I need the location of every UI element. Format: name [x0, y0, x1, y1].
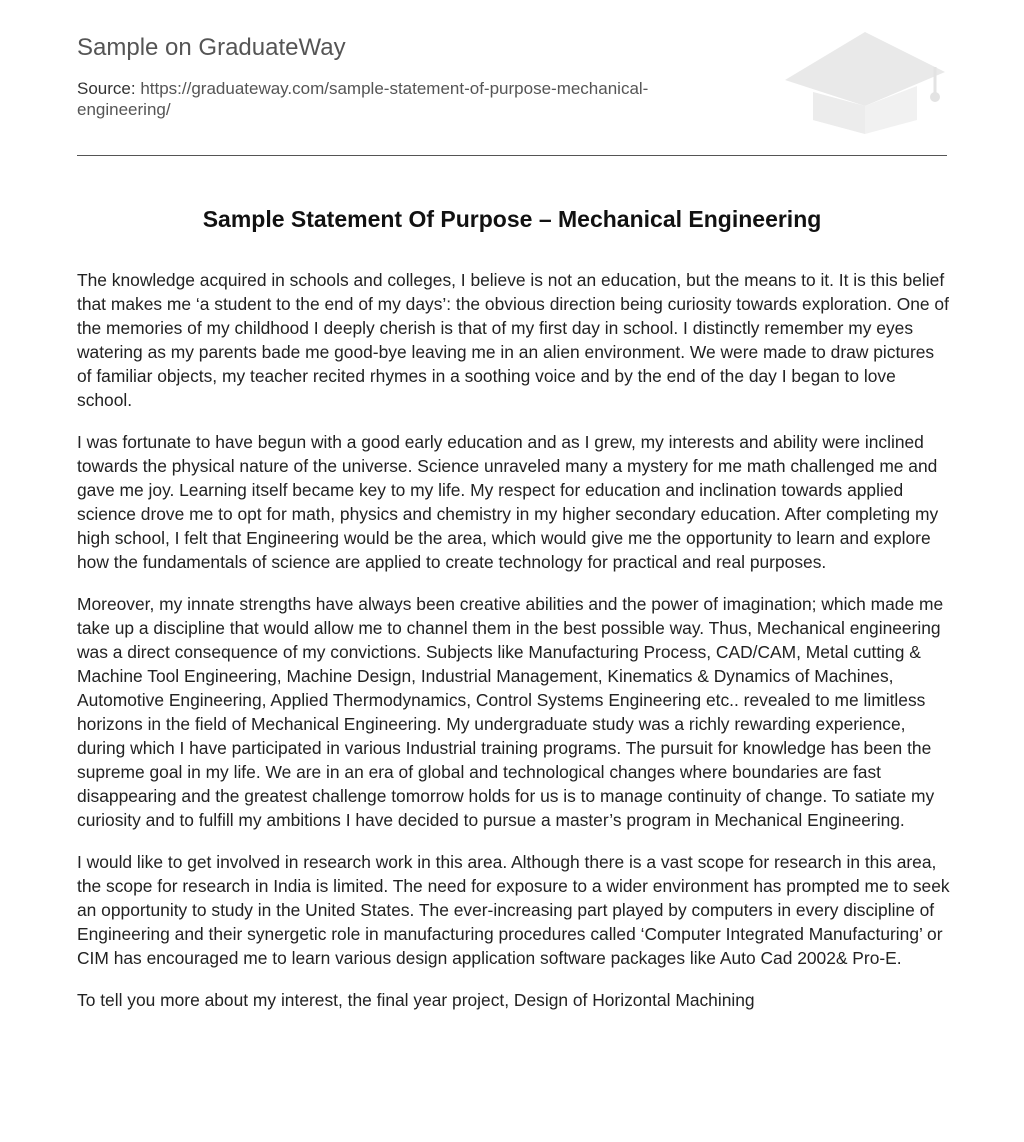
graduation-cap-icon — [781, 30, 947, 134]
paragraph: I was fortunate to have begun with a good early education and as I grew, my interests and ability were inclined towards the physical nature of the universe. Science unraveled many a mystery for me math challenged me and gave me joy. Learning itself became key to my life. My respect for education and inclination towards applied science drove me to opt for math, physics and chemistry in my higher secondary education. After completing my high school, I felt that Engineering would be the area, which would give me the opportunity to learn and explore how the fundamentals of science are applied to create technology for practical and real purposes. — [77, 432, 939, 572]
source-link[interactable]: https://graduateway.com/sample-statement-of-purpose-mechanical-engineering/ — [77, 79, 649, 119]
source-line — [77, 78, 717, 120]
paragraph: The knowledge acquired in schools and colleges, I believe is not an education, but the means to it. It is this belief that makes me ‘a student to the end of my days’: the obvious direction being curiosity towards exploration. One of the memories of my childhood I deeply cherish is that of my first day in school. I distinctly remember my eyes watering as my parents bade me good-bye leaving me in an alien environment. We were made to draw pictures of familiar objects, my teacher recited rhymes in a soothing voice and by the end of the day I began to love school. — [77, 270, 949, 410]
paragraph: To tell you more about my interest, the final year project, Design of Horizontal Machining — [77, 990, 755, 1010]
paragraph: I would like to get involved in research work in this area. Although there is a vast scope for research in this area, the scope for research in India is limited. The need for exposure to a wider environment has prompted me to seek an opportunity to study in the United States. The ever-increasing part played by computers in every discipline of Engineering and their synergetic role in manufacturing procedures called ‘Computer Integrated Manufacturing’ or CIM has encouraged me to learn various design application software packages like Auto Cad 2002& Pro-E. — [77, 852, 950, 968]
article-body — [77, 268, 952, 1030]
paragraph: Moreover, my innate strengths have always been creative abilities and the power of imagination; which made me take up a discipline that would allow me to channel them in the best possible way. Thus, Mechanical engineering was a direct consequence of my convictions. Subjects like Manufacturing Process, CAD/CAM, Metal cutting & Machine Tool Engineering, Machine Design, Industrial Management, Kinematics & Dynamics of Machines, Automotive Engineering, Applied Thermodynamics, Control Systems Engineering etc.. revealed to me limitless horizons in the field of Mechanical Engineering. My undergraduate study was a richly rewarding experience, during which I have participated in various Industrial training programs. The pursuit for knowledge has been the supreme goal in my life. We are in an era of global and technological changes where boundaries are fast disappearing and the greatest challenge tomorrow holds for us is to manage continuity of change. To satiate my curiosity and to fulfill my ambitions I have decided to pursue a master’s program in Mechanical Engineering. — [77, 594, 944, 830]
article-title: Sample Statement Of Purpose – Mechanical Engineering — [202, 206, 822, 232]
site-name: Sample on GraduateWay — [77, 34, 346, 61]
source-label: Source: — [77, 79, 141, 98]
page — [77, 0, 950, 1010]
header — [77, 0, 947, 156]
